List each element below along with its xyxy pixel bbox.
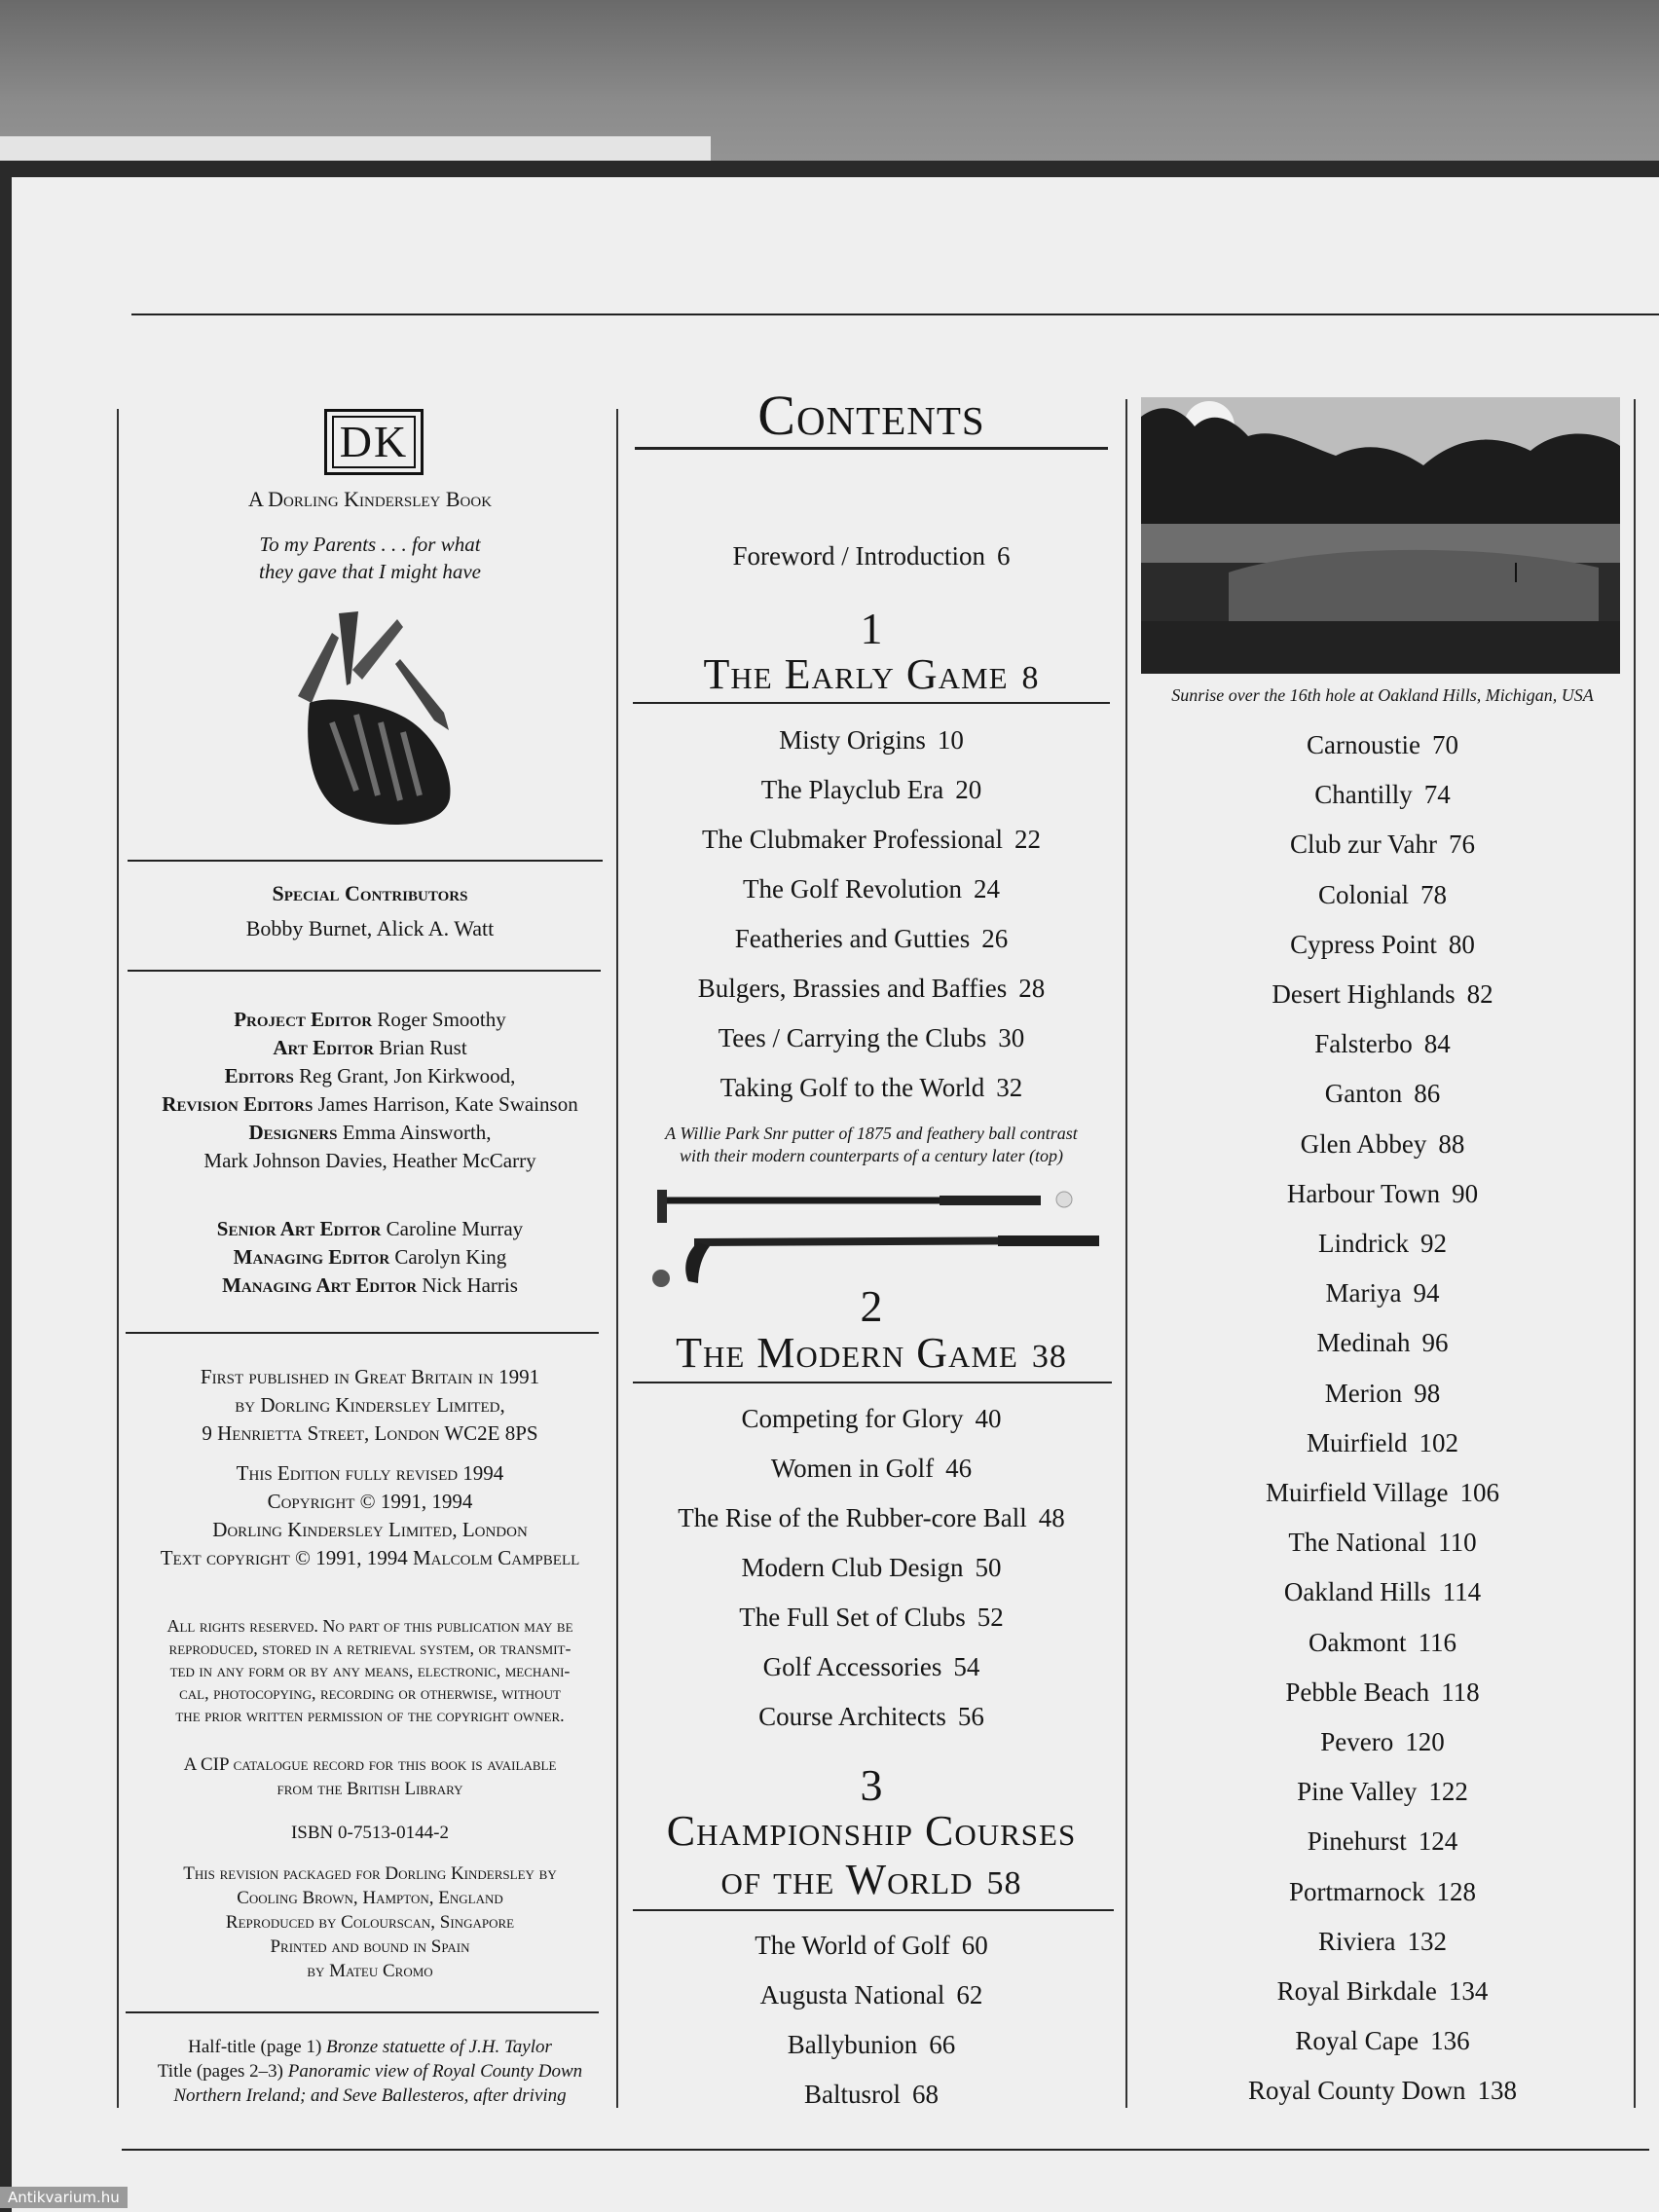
credit-line: Mark Johnson Davies, Heather McCarry [203, 1149, 536, 1172]
chapter-2-number: 2 [860, 1281, 883, 1331]
toc-item[interactable]: Tees / Carrying the Clubs 30 [718, 1023, 1025, 1052]
chapter-1-list [623, 716, 1120, 1113]
course-item[interactable]: Pebble Beach 118 [1285, 1677, 1480, 1707]
packager-line: by Mateu Cromo [307, 1961, 433, 1981]
photo-caption: Sunrise over the 16th hole at Oakland Hills, Michigan, USA [1171, 685, 1594, 705]
contents-heading: Contents [757, 384, 985, 447]
chapter-2-rule [633, 1382, 1112, 1383]
course-item[interactable]: Royal County Down 138 [1247, 2076, 1517, 2106]
course-item[interactable]: Oakland Hills 114 [1283, 1577, 1482, 1607]
toc-foreword[interactable]: Foreword / Introduction 6 [732, 541, 1011, 571]
toc-item[interactable]: The Clubmaker Professional 22 [702, 825, 1041, 854]
contents-heading-rule [635, 447, 1108, 450]
credit-line: Managing Art Editor Nick Harris [222, 1273, 518, 1297]
course-item[interactable]: Medinah 96 [1316, 1328, 1449, 1358]
rights-line: the prior written permission of the copyright owner. [175, 1706, 565, 1725]
course-item[interactable]: Glen Abbey 88 [1300, 1128, 1465, 1159]
course-item[interactable]: Riviera 132 [1318, 1926, 1447, 1956]
middle-right-rule [1125, 399, 1127, 2108]
golf-tees-image [288, 606, 473, 831]
course-item[interactable]: Pine Valley 122 [1297, 1777, 1468, 1807]
chapter-3-list [623, 1921, 1120, 2120]
toc-item[interactable]: Taking Golf to the World 32 [719, 1073, 1023, 1102]
toc-item[interactable]: Ballybunion 66 [787, 2030, 956, 2059]
pub-line: First published in Great Britain in 1991 [200, 1365, 540, 1388]
course-item[interactable]: Pevero 120 [1320, 1727, 1445, 1756]
course-item[interactable]: The National 110 [1288, 1528, 1477, 1558]
course-item[interactable]: Lindrick 92 [1318, 1229, 1447, 1258]
course-item[interactable]: Merion 98 [1324, 1378, 1441, 1408]
toc-item[interactable]: Women in Golf 46 [770, 1454, 973, 1483]
dk-logo-text: DK [332, 416, 416, 468]
credit-line: Senior Art Editor Caroline Murray [216, 1217, 524, 1240]
half-title-line: Half-title (page 1) Bronze statuette of J.H. Taylor [188, 2037, 552, 2057]
left-rule-4 [126, 2011, 599, 2013]
toc-item[interactable]: Course Architects 56 [758, 1702, 984, 1731]
rights-line: reproduced, stored in a retrieval system, or transmit- [168, 1639, 571, 1658]
pub-line: 9 Henrietta Street, London WC2E 8PS [202, 1421, 538, 1445]
credit-line: Art Editor Brian Rust [273, 1036, 467, 1059]
toc-item[interactable]: The Playclub Era 20 [760, 775, 982, 804]
clubs-caption [623, 1123, 1120, 1167]
course-item[interactable]: Royal Birkdale 134 [1276, 1976, 1489, 2006]
credits-block [117, 1006, 623, 1175]
dedication-line-1: To my Parents . . . for what [259, 533, 481, 556]
publication-block [117, 1363, 623, 1572]
toc-item[interactable]: Baltusrol 68 [804, 2080, 939, 2109]
cip-line: A CIP catalogue record for this book is available [183, 1754, 557, 1775]
golf-clubs-image [647, 1178, 1105, 1290]
toc-item[interactable]: Augusta National 62 [759, 1980, 983, 2009]
chapter-3-number: 3 [860, 1760, 883, 1810]
course-item[interactable]: Muirfield Village 106 [1265, 1478, 1500, 1507]
credit-line: Revision Editors James Harrison, Kate Swainson [162, 1092, 578, 1116]
bottom-rule [122, 2149, 1649, 2151]
course-item[interactable]: Pinehurst 124 [1307, 1826, 1458, 1857]
publisher-line: A Dorling Kindersley Book [247, 487, 493, 511]
course-item[interactable]: Portmarnock 128 [1289, 1876, 1476, 1906]
dedication-line-2: they gave that I might have [258, 560, 481, 583]
top-rule [131, 313, 1659, 315]
packager-line: Printed and bound in Spain [270, 1936, 470, 1957]
toc-item[interactable]: Golf Accessories 54 [762, 1652, 980, 1681]
course-item[interactable]: Chantilly 74 [1314, 780, 1451, 810]
course-item[interactable]: Carnoustie 70 [1307, 730, 1458, 759]
chapter-3-title[interactable]: Championship Courses of the World 58 [666, 1807, 1077, 1903]
chapter-2-title[interactable]: The Modern Game 38 [676, 1329, 1067, 1377]
clubs-caption-line: A Willie Park Snr putter of 1875 and feathery ball contrast [665, 1124, 1078, 1143]
chapter-1-title[interactable]: The Early Game 8 [703, 650, 1040, 698]
toc-item[interactable]: The Rise of the Rubber-core Ball 48 [678, 1503, 1065, 1532]
oakland-hills-photo [1141, 397, 1620, 674]
packager-line: Cooling Brown, Hampton, England [237, 1888, 503, 1908]
credit-line: Designers Emma Ainsworth, [248, 1121, 492, 1144]
chapter-1-number: 1 [860, 604, 883, 653]
isbn: ISBN 0-7513-0144-2 [290, 1823, 450, 1843]
pub-line: This Edition fully revised 1994 [236, 1461, 504, 1485]
toc-item[interactable]: Featheries and Gutties 26 [734, 924, 1009, 953]
pub-line: Dorling Kindersley Limited, London [212, 1518, 528, 1541]
title-credits-block [119, 2035, 621, 2108]
course-item[interactable]: Royal Cape 136 [1295, 2026, 1470, 2056]
credit-line: Managing Editor Carolyn King [233, 1245, 507, 1269]
chapter-3-rule [633, 1909, 1114, 1911]
title-line-2: Northern Ireland; and Seve Ballesteros, after driving [173, 2085, 567, 2106]
packager-line: This revision packaged for Dorling Kindersley by [183, 1863, 557, 1884]
toc-item[interactable]: Misty Origins 10 [779, 725, 964, 755]
course-item[interactable]: Desert Highlands 82 [1272, 979, 1493, 1009]
special-contributors-title: Special Contributors [272, 881, 468, 905]
course-item[interactable]: Ganton 86 [1324, 1079, 1441, 1109]
rights-line: cal, photocopying, recording or otherwise, without [179, 1683, 561, 1703]
course-item[interactable]: Club zur Vahr 76 [1290, 830, 1475, 860]
packager-line: Reproduced by Colourscan, Singapore [225, 1912, 515, 1933]
left-rule-2 [128, 970, 601, 972]
title-line: Title (pages 2–3) Panoramic view of Royal County Down [157, 2061, 583, 2082]
course-item[interactable]: Mariya 94 [1325, 1278, 1440, 1309]
rights-line: ted in any form or by any means, electronic, mechani- [169, 1661, 571, 1680]
cip-block [119, 1752, 621, 1801]
pub-line: by Dorling Kindersley Limited, [235, 1393, 505, 1417]
toc-item[interactable]: The Full Set of Clubs 52 [739, 1603, 1004, 1632]
toc-item[interactable]: Competing for Glory 40 [741, 1404, 1002, 1433]
course-item[interactable]: Muirfield 102 [1307, 1427, 1458, 1457]
cip-line: from the British Library [276, 1779, 463, 1799]
right-column-rule [1634, 399, 1636, 2108]
rights-line: All rights reserved. No part of this publication may be [166, 1616, 573, 1636]
course-item[interactable]: Cypress Point 80 [1290, 929, 1475, 959]
watermark: Antikvarium.hu [0, 2187, 128, 2208]
toc-item[interactable]: Modern Club Design 50 [741, 1553, 1002, 1582]
pub-line: Copyright © 1991, 1994 [267, 1490, 473, 1513]
dk-logo [324, 409, 424, 475]
credit-line: Project Editor Roger Smoothy [234, 1008, 506, 1031]
toc-item[interactable]: The Golf Revolution 24 [743, 874, 1000, 903]
credit-line: Editors Reg Grant, Jon Kirkwood, [224, 1064, 516, 1088]
course-item[interactable]: Falsterbo 84 [1314, 1029, 1451, 1059]
rights-block [119, 1615, 621, 1727]
left-rule-3 [126, 1332, 599, 1334]
special-contributors-names: Bobby Burnet, Alick A. Watt [245, 916, 495, 940]
chapter-1-rule [633, 702, 1110, 704]
pub-line: Text copyright © 1991, 1994 Malcolm Campbell [160, 1546, 580, 1569]
toc-item[interactable]: The World of Golf 60 [755, 1931, 988, 1960]
course-item[interactable]: Oakmont 116 [1309, 1627, 1456, 1657]
credits-block-2 [117, 1215, 623, 1300]
left-rule-1 [128, 860, 603, 862]
course-item[interactable]: Harbour Town 90 [1286, 1178, 1479, 1208]
clubs-caption-line: with their modern counterparts of a century later (top) [680, 1146, 1063, 1165]
course-item[interactable]: Colonial 78 [1318, 879, 1447, 909]
chapter-2-list [623, 1394, 1120, 1742]
toc-item[interactable]: Bulgers, Brassies and Baffies 28 [697, 974, 1046, 1003]
packager-block [119, 1862, 621, 1983]
